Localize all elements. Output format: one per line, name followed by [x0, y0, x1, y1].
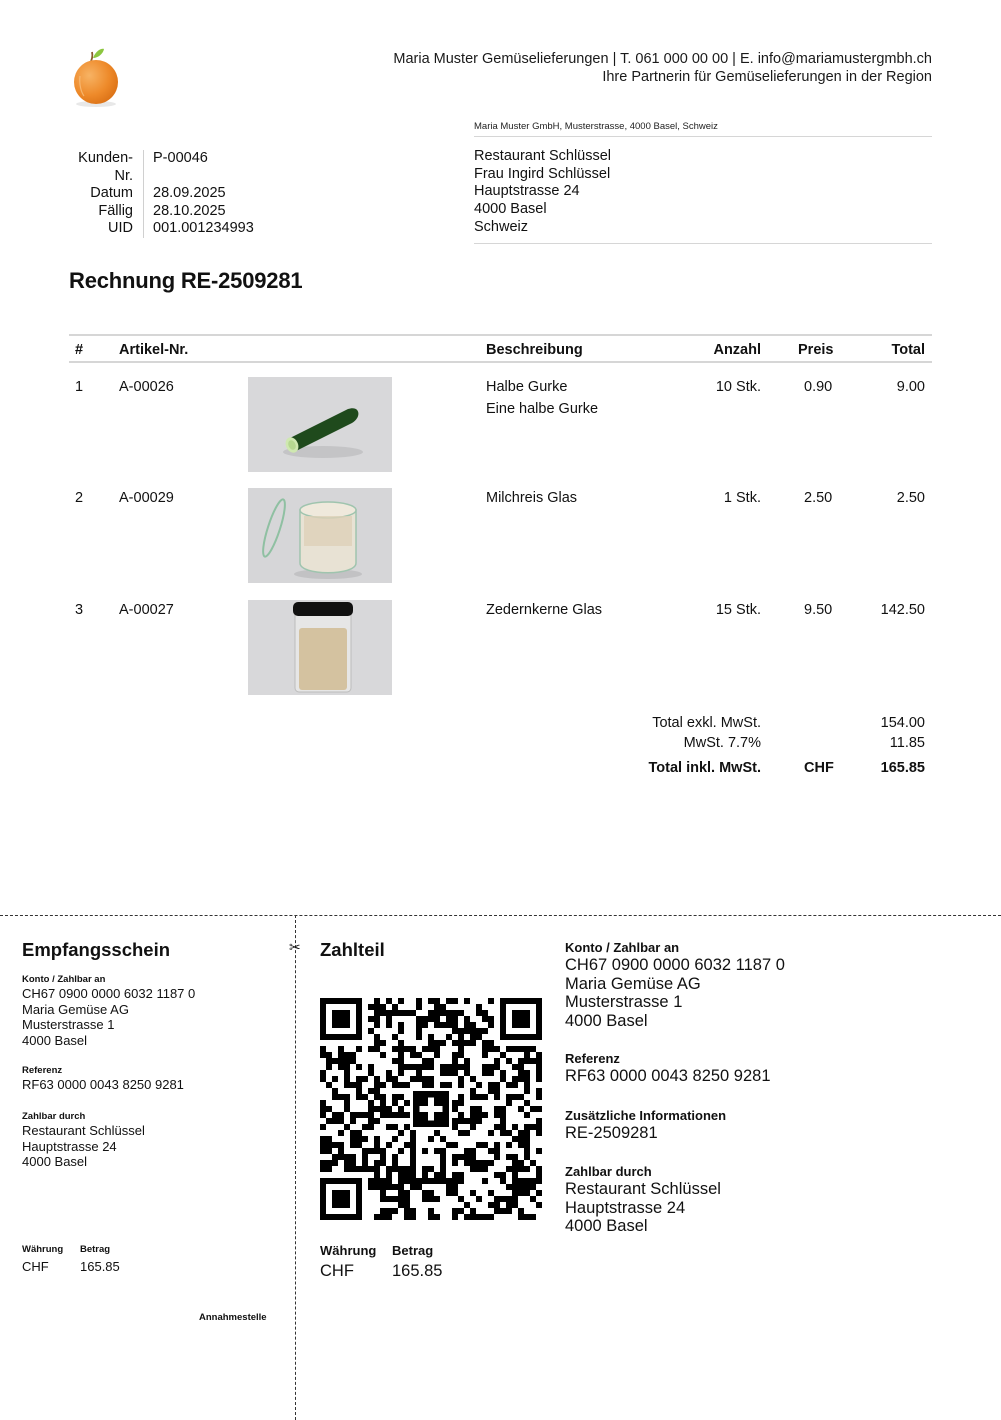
receipt-account-block [22, 974, 195, 1048]
meta-value: 28.09.2025 [153, 185, 226, 202]
vat-value: 11.85 [889, 735, 925, 751]
col-header-num: # [75, 342, 84, 358]
payment-creditor-line: 4000 Basel [565, 1011, 648, 1030]
row-total: 9.00 [896, 379, 925, 395]
payment-amount: 165.85 [392, 1262, 443, 1280]
col-header-price: Preis [798, 342, 834, 358]
swiss-qr-code-icon [320, 998, 542, 1220]
rice-jar-photo-image [248, 488, 392, 583]
receipt-creditor-line: 4000 Basel [22, 1032, 88, 1048]
row-subdescription: Eine halbe Gurke [486, 401, 599, 417]
receipt-creditor-line: Musterstrasse 1 [22, 1017, 115, 1032]
payment-info-label: Zusätzliche Informationen [565, 1108, 727, 1123]
payment-info: RE-2509281 [565, 1124, 658, 1142]
company-contact-line: Maria Muster Gemüselieferungen | T. 061 000 00 00 | E. info@mariamustergmbh.ch [393, 51, 932, 67]
sender-return-address: Maria Muster GmbH, Musterstrasse, 4000 Basel, Schweiz [474, 121, 718, 132]
recipient-line: 4000 Basel [474, 201, 547, 218]
col-header-article: Artikel-Nr. [119, 342, 189, 358]
table-header-rule [69, 361, 932, 363]
row-price: 2.50 [804, 490, 833, 506]
row-num: 3 [75, 602, 84, 618]
meta-label: UID [60, 220, 144, 238]
receipt-payer-block [22, 1111, 145, 1170]
receipt-iban: CH67 0900 0000 6032 1187 0 [22, 986, 196, 1001]
row-price: 9.50 [804, 602, 833, 618]
payment-currency: CHF [320, 1262, 354, 1280]
row-description: Halbe Gurke [486, 379, 568, 395]
row-total: 142.50 [880, 602, 925, 618]
meta-value: 28.10.2025 [153, 202, 226, 219]
payment-account-block [565, 940, 785, 1030]
row-qty: 1 Stk. [723, 490, 761, 506]
payment-payer-block [565, 1164, 721, 1236]
payment-reference: RF63 0000 0043 8250 9281 [565, 1067, 771, 1085]
receipt-payer-label: Zahlbar durch [22, 1111, 86, 1122]
apple-logo-icon [70, 46, 122, 110]
payment-currency-label: Währung [320, 1243, 377, 1258]
meta-row-uid [60, 220, 254, 238]
row-qty: 10 Stk. [715, 379, 761, 395]
cucumber-photo-image [248, 377, 392, 472]
vat-label: MwSt. 7.7% [683, 735, 761, 751]
meta-row-due [60, 203, 254, 221]
payment-payer-label: Zahlbar durch [565, 1164, 652, 1179]
row-num: 2 [75, 490, 84, 506]
row-description: Milchreis Glas [486, 490, 578, 506]
payment-amount-label: Betrag [392, 1243, 434, 1258]
grand-total-currency: CHF [804, 760, 834, 776]
perforation-vertical [295, 915, 296, 1420]
invoice-meta [60, 150, 254, 238]
subtotal-value: 154.00 [880, 715, 925, 731]
recipient-line: Restaurant Schlüssel [474, 148, 612, 164]
perforation-horizontal [0, 915, 1001, 916]
payment-account-label: Konto / Zahlbar an [565, 940, 680, 955]
receipt-title: Empfangsschein [22, 939, 171, 960]
row-num: 1 [75, 379, 84, 395]
meta-row-date [60, 185, 254, 203]
grand-total-value: 165.85 [880, 760, 925, 776]
row-description: Zedernkerne Glas [486, 602, 603, 618]
receipt-account-label: Konto / Zahlbar an [22, 974, 106, 985]
row-article: A-00029 [119, 490, 174, 506]
payment-creditor-line: Maria Gemüse AG [565, 974, 701, 993]
row-article: A-00027 [119, 602, 174, 618]
receipt-reference: RF63 0000 0043 8250 9281 [22, 1077, 184, 1092]
divider [474, 136, 932, 137]
receipt-payer-line: Hauptstrasse 24 [22, 1138, 117, 1154]
row-article: A-00026 [119, 379, 174, 395]
recipient-line: Hauptstrasse 24 [474, 183, 580, 200]
meta-row-customer [60, 150, 254, 185]
recipient-address [474, 148, 611, 237]
row-total: 2.50 [896, 490, 925, 506]
row-qty: 15 Stk. [715, 602, 761, 618]
payment-payer-line: 4000 Basel [565, 1217, 648, 1236]
receipt-currency-label: Währung [22, 1244, 64, 1255]
receipt-payer-line: 4000 Basel [22, 1154, 88, 1169]
col-header-description: Beschreibung [486, 342, 583, 358]
payment-reference-label: Referenz [565, 1051, 620, 1066]
scissors-icon: ✂ [289, 939, 301, 955]
payment-part-title: Zahlteil [320, 939, 385, 960]
receipt-amount: 165.85 [80, 1259, 120, 1274]
receipt-reference-block [22, 1065, 184, 1093]
table-top-rule [69, 334, 932, 336]
col-header-total: Total [891, 342, 925, 358]
payment-payer-line: Restaurant Schlüssel [565, 1180, 721, 1198]
payment-reference-block [565, 1051, 771, 1086]
payment-creditor-line: Musterstrasse 1 [565, 993, 683, 1012]
meta-label: Datum [60, 185, 144, 203]
cedar-nuts-jar-photo-image [248, 600, 392, 695]
meta-value: P-00046 [153, 150, 208, 166]
payment-info-block [565, 1108, 726, 1143]
meta-label: Kunden-Nr. [60, 150, 144, 185]
grand-total-label: Total inkl. MwSt. [648, 760, 761, 776]
recipient-line: Frau Ingird Schlüssel [474, 165, 611, 182]
receipt-creditor-line: Maria Gemüse AG [22, 1001, 129, 1017]
invoice-title: Rechnung RE-2509281 [69, 268, 303, 293]
subtotal-label: Total exkl. MwSt. [652, 715, 761, 731]
recipient-line: Schweiz [474, 218, 528, 235]
meta-label: Fällig [60, 203, 144, 221]
receipt-payer-line: Restaurant Schlüssel [22, 1123, 145, 1138]
payment-iban: CH67 0900 0000 6032 1187 0 [565, 956, 785, 974]
col-header-qty: Anzahl [713, 342, 761, 358]
company-header [393, 50, 932, 86]
meta-value: 001.001234993 [153, 220, 254, 237]
payment-payer-line: Hauptstrasse 24 [565, 1198, 686, 1217]
company-tagline: Ihre Partnerin für Gemüselieferungen in der Region [602, 69, 932, 85]
receipt-reference-label: Referenz [22, 1065, 63, 1076]
divider [474, 243, 932, 244]
receipt-amount-label: Betrag [80, 1244, 111, 1255]
row-price: 0.90 [804, 379, 833, 395]
acceptance-point-label: Annahmestelle [199, 1312, 267, 1323]
receipt-currency: CHF [22, 1259, 49, 1274]
